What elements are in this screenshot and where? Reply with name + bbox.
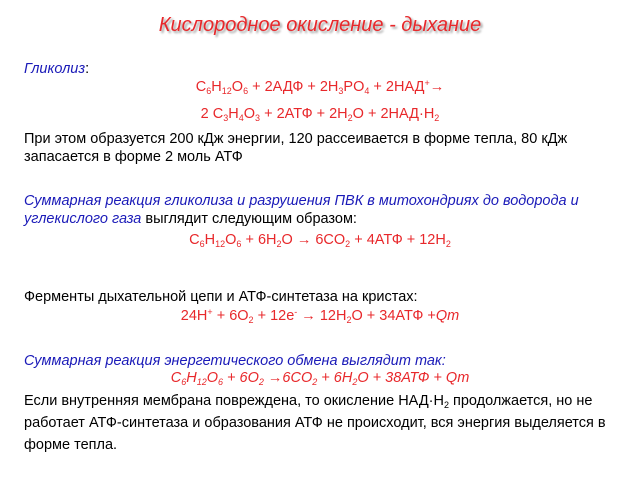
summary-glycolysis-pvk: Суммарная реакция гликолиза и разрушения ПВК в митохондриях до водорода и углекислого газа выглядит следующим образом: bbox=[24, 193, 579, 227]
respiratory-chain-text: Ферменты дыхательной цепи и АТФ-синтетаза на кристах: bbox=[24, 289, 418, 305]
energy-exchange-equation: $C_6H_{12}O_6 + 6O_2 \to 6CO_2 + 6H_2O + 38АТФ$ + Qт bbox=[170, 370, 470, 387]
glycolysis-label: Гликолиз: bbox=[24, 61, 90, 77]
respiratory-chain-equation: $24H^+ + 6O_2 + 12e^- \to 12H_2O + 34АТФ +Qт$ bbox=[180, 307, 460, 325]
slide-title: Кислородное окисление - дыхание bbox=[158, 14, 482, 36]
glycolysis-equation-1: $C_6H_{12}O_6 + 2АДФ + 2H_3PO_4 + 2НАД^+\to$ bbox=[195, 78, 445, 96]
summary-glycolysis-equation: $C_6H_{12}O_6 + 6H_2O \to 6CO_2 + 4АТФ + 12H_2$ bbox=[189, 232, 451, 249]
membrane-damage-text: Если внутренняя мембрана повреждена, то окисление $НАД\cdot H_2$ продолжается, но не работает АТФ-синтетаза и образования АТФ не происходит, вся энергия выделяется в форме тепла. bbox=[24, 393, 606, 453]
energy-exchange-summary: Суммарная реакция энергетического обмена выглядит так: bbox=[24, 353, 446, 369]
glycolysis-energy-note: При этом образуется 200 кДж энергии, 120 рассеивается в форме тепла, 80 кДж запасается в форме 2 моль АТФ bbox=[24, 131, 568, 165]
glycolysis-equation-2: 2 $C_3H_4O_3 + 2АТФ + 2H_2O + 2НАД\cdot H_2$ bbox=[200, 106, 440, 123]
